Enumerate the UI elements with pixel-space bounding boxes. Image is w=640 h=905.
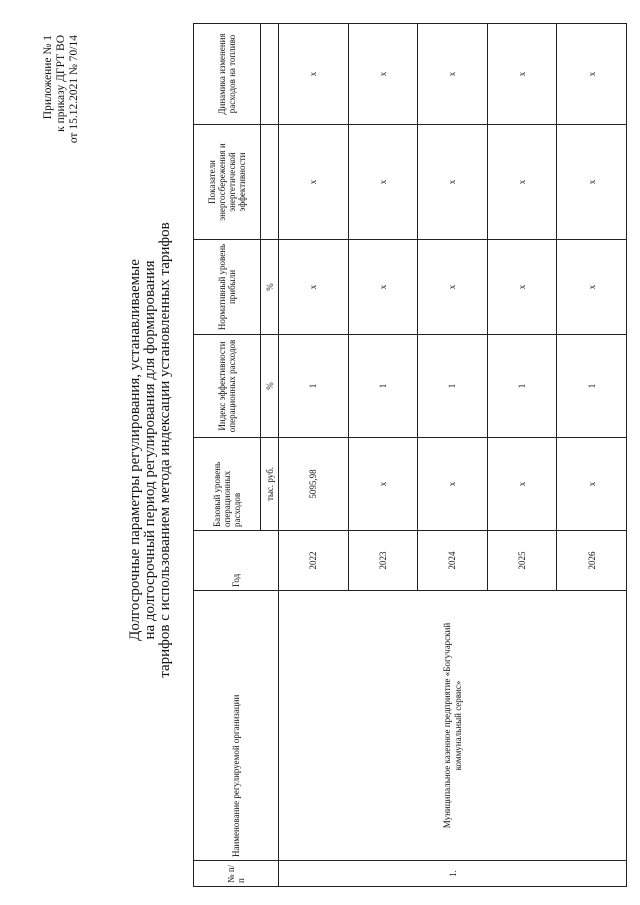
appendix-line-1: Приложение № 1 [42,35,54,120]
header-row [194,24,261,887]
cell-profit: х [418,240,488,335]
cell-profit: х [557,240,627,335]
cell-index: 1 [487,335,557,438]
cell-base: х [557,438,627,531]
header-base: Базовый уровень операционных расходов [194,438,261,531]
cell-profit: х [487,240,557,335]
cell-year: 2023 [348,531,418,591]
title-line-2: на долгосрочный период регулирования для формирования [142,260,158,640]
cell-energy: х [279,125,349,240]
cell-fuel: х [279,24,349,125]
cell-base: 5095,98 [279,438,349,531]
cell-energy: х [348,125,418,240]
cell-energy: х [557,125,627,240]
unit-index: % [261,335,279,438]
cell-base: х [487,438,557,531]
cell-energy: х [418,125,488,240]
unit-fuel [261,24,279,125]
cell-fuel: х [348,24,418,125]
cell-year: 2024 [418,531,488,591]
cell-base: х [348,438,418,531]
cell-energy: х [487,125,557,240]
cell-index: 1 [418,335,488,438]
cell-profit: х [348,240,418,335]
header-year: Год [194,531,279,591]
cell-fuel: х [487,24,557,125]
unit-energy [261,125,279,240]
row-number: 1. [279,861,627,887]
cell-profit: х [279,240,349,335]
cell-fuel: х [557,24,627,125]
header-index: Индекс эффективности операционных расходов [194,335,261,438]
cell-index: 1 [557,335,627,438]
cell-index: 1 [279,335,349,438]
header-num: № п/п [194,861,279,887]
parameters-table [193,23,627,887]
table-row [279,24,349,887]
cell-index: 1 [348,335,418,438]
header-energy: Показатели энергосбережения и энергетической эффективности [194,125,261,240]
appendix-line-2: к приказу ДГРТ ВО [55,35,67,132]
unit-base: тыс. руб. [261,438,279,531]
cell-base: х [418,438,488,531]
title-line-3: тарифов с использованием метода индексации установленных тарифов [157,222,173,678]
appendix-line-3: от 15.12.2021 № 70/14 [68,35,80,144]
title-line-1: Долгосрочные параметры регулирования, устанавливаемые [127,259,143,641]
unit-profit: % [261,240,279,335]
organization-name: Муниципальное казенное предприятие «Богучарский коммунальный сервис» [279,591,627,861]
cell-year: 2022 [279,531,349,591]
appendix-block [42,35,81,143]
header-profit: Нормативный уровень прибыли [194,240,261,335]
header-fuel: Динамика изменения расходов на топливо [194,24,261,125]
cell-year: 2025 [487,531,557,591]
cell-fuel: х [418,24,488,125]
cell-year: 2026 [557,531,627,591]
header-name: Наименование регулируемой организации [194,591,279,861]
document-title [128,170,173,730]
